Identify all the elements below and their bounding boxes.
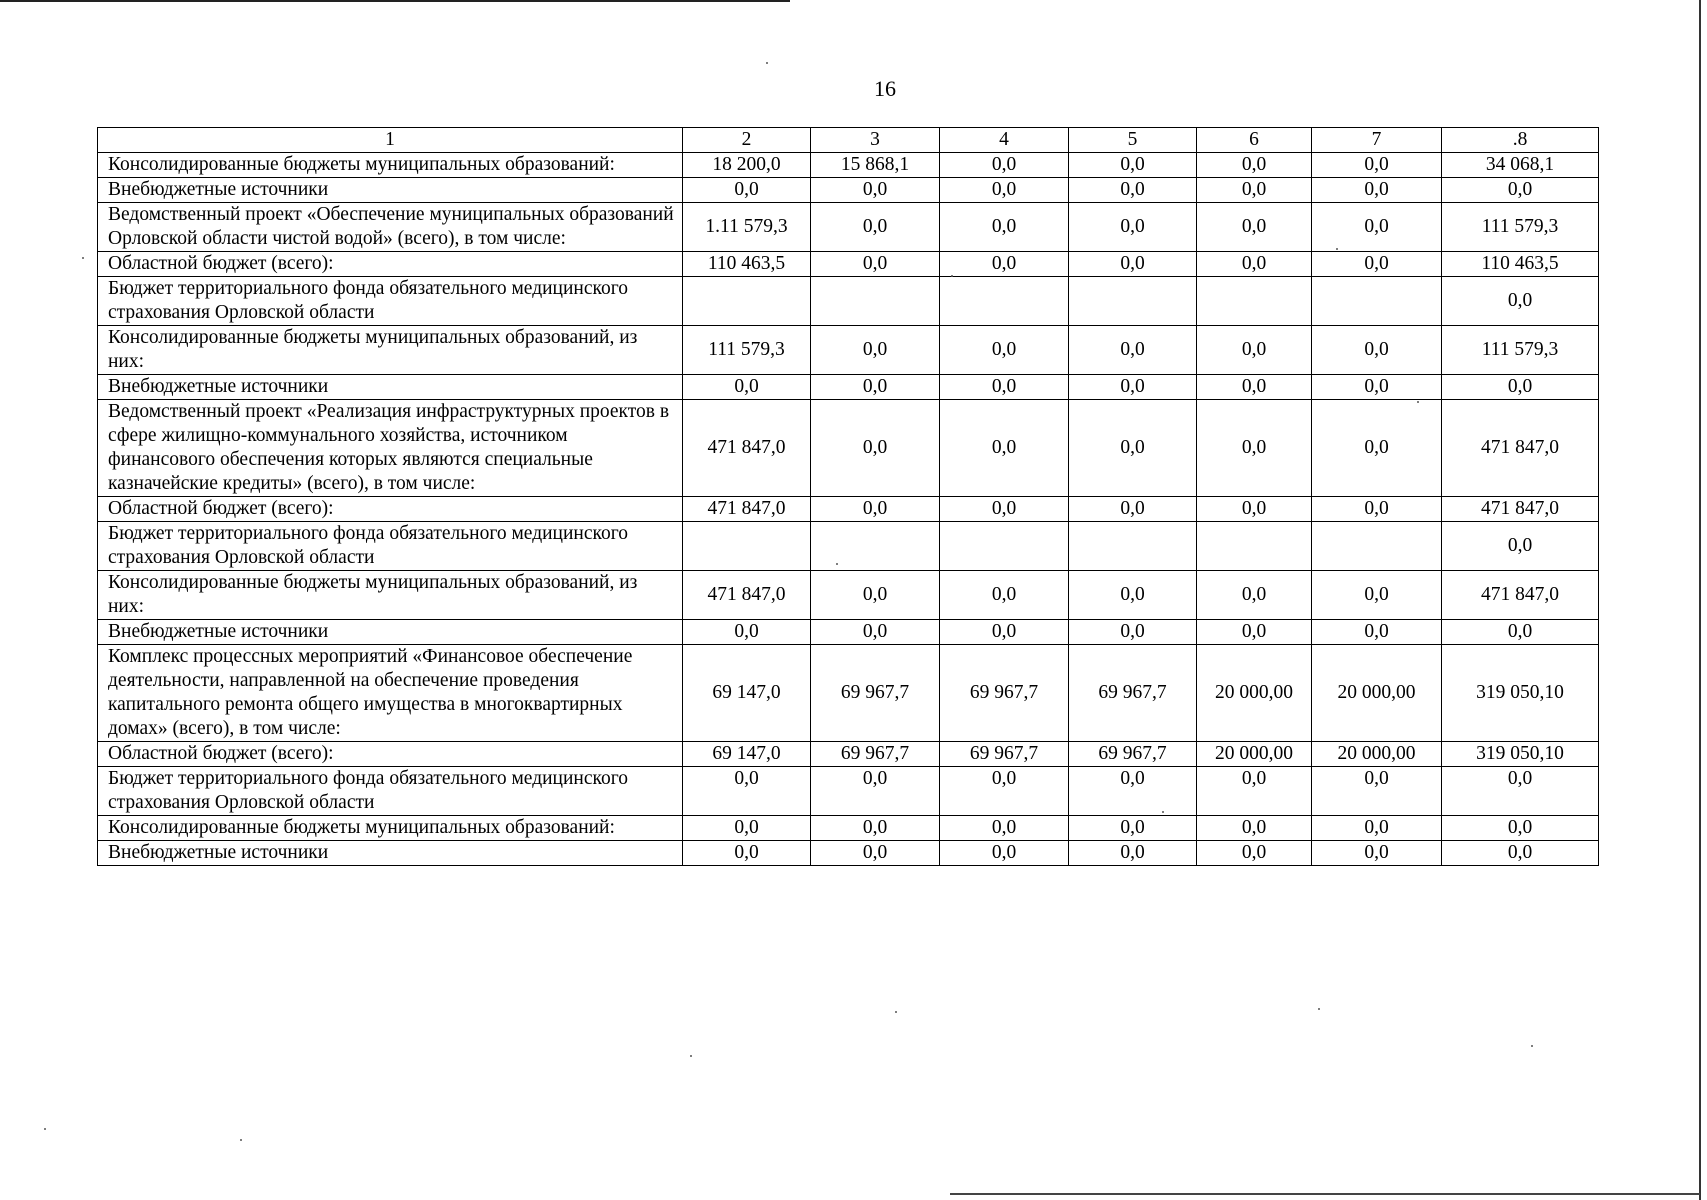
cell-col-5: 0,0 [1069,571,1197,620]
column-header-7: 7 [1312,128,1442,153]
cell-col-2: 0,0 [683,620,811,645]
table-row [98,178,1599,203]
cell-col-4: 0,0 [940,375,1069,400]
cell-col-2: 0,0 [683,841,811,866]
cell-col-8: 0,0 [1442,375,1599,400]
table-row [98,400,1599,497]
cell-col-2 [683,522,811,571]
row-label: Бюджет территориального фонда обязательного медицинского страхования Орловской области [98,277,683,326]
table-row [98,571,1599,620]
cell-col-7: 0,0 [1312,375,1442,400]
scan-speck [1318,1008,1320,1010]
cell-col-7: 0,0 [1312,203,1442,252]
cell-col-8: 0,0 [1442,178,1599,203]
cell-col-8: 471 847,0 [1442,571,1599,620]
cell-col-3: 0,0 [811,497,940,522]
cell-col-3 [811,522,940,571]
cell-col-6: 0,0 [1197,767,1312,816]
cell-col-7: 20 000,00 [1312,645,1442,742]
cell-col-8: 471 847,0 [1442,400,1599,497]
cell-col-5: 0,0 [1069,767,1197,816]
table-row [98,375,1599,400]
scan-edge-top [0,0,790,2]
cell-col-3: 0,0 [811,375,940,400]
row-label: Консолидированные бюджеты муниципальных образований: [98,153,683,178]
scan-speck [44,1128,46,1130]
scan-speck [240,1139,242,1141]
table-row [98,203,1599,252]
table-row [98,767,1599,816]
cell-col-4: 0,0 [940,620,1069,645]
cell-col-2: 69 147,0 [683,645,811,742]
cell-col-7: 0,0 [1312,153,1442,178]
row-label: Областной бюджет (всего): [98,252,683,277]
cell-col-8: 319 050,10 [1442,645,1599,742]
column-header-6: 6 [1197,128,1312,153]
cell-col-7: 0,0 [1312,767,1442,816]
column-header-1: 1 [98,128,683,153]
table-row [98,277,1599,326]
cell-col-3: 69 967,7 [811,742,940,767]
cell-col-8: 34 068,1 [1442,153,1599,178]
scan-speck [82,257,84,259]
cell-col-2 [683,277,811,326]
cell-col-4: 0,0 [940,497,1069,522]
scan-speck [951,275,953,277]
page-number: 16 [874,76,896,101]
scan-speck [766,62,768,64]
cell-col-5: 0,0 [1069,178,1197,203]
scan-edge-bottom [950,1193,1700,1195]
cell-col-2: 471 847,0 [683,400,811,497]
row-label: Бюджет территориального фонда обязательного медицинского страхования Орловской области [98,522,683,571]
table-row [98,816,1599,841]
cell-col-2: 18 200,0 [683,153,811,178]
cell-col-5 [1069,522,1197,571]
cell-col-4 [940,522,1069,571]
cell-col-3: 0,0 [811,178,940,203]
cell-col-7: 20 000,00 [1312,742,1442,767]
cell-col-3: 69 967,7 [811,645,940,742]
cell-col-5: 0,0 [1069,326,1197,375]
row-label: Областной бюджет (всего): [98,497,683,522]
cell-col-4 [940,277,1069,326]
table-row [98,153,1599,178]
cell-col-6: 0,0 [1197,841,1312,866]
row-label: Областной бюджет (всего): [98,742,683,767]
row-label: Внебюджетные источники [98,620,683,645]
cell-col-6: 0,0 [1197,326,1312,375]
scan-speck [1162,811,1164,813]
cell-col-2: 1.11 579,3 [683,203,811,252]
cell-col-7 [1312,277,1442,326]
table-row [98,252,1599,277]
cell-col-6: 0,0 [1197,400,1312,497]
cell-col-6: 0,0 [1197,497,1312,522]
cell-col-6: 20 000,00 [1197,742,1312,767]
cell-col-3: 0,0 [811,841,940,866]
cell-col-3: 0,0 [811,326,940,375]
row-label: Консолидированные бюджеты муниципальных образований, из них: [98,571,683,620]
cell-col-7: 0,0 [1312,816,1442,841]
cell-col-5: 69 967,7 [1069,742,1197,767]
cell-col-8: 111 579,3 [1442,326,1599,375]
cell-col-2: 110 463,5 [683,252,811,277]
row-label: Бюджет территориального фонда обязательного медицинского страхования Орловской области [98,767,683,816]
cell-col-8: 0,0 [1442,816,1599,841]
table-row [98,841,1599,866]
cell-col-8: 0,0 [1442,767,1599,816]
row-label: Ведомственный проект «Реализация инфраструктурных проектов в сфере жилищно-коммунального хозяйства, источником финансового обеспечения которых являются специальные казначейские кредиты» (всего), в том числе: [98,400,683,497]
cell-col-2: 0,0 [683,375,811,400]
cell-col-8: 319 050,10 [1442,742,1599,767]
cell-col-5: 0,0 [1069,203,1197,252]
cell-col-7: 0,0 [1312,326,1442,375]
row-label: Ведомственный проект «Обеспечение муниципальных образований Орловской области чистой водой» (всего), в том числе: [98,203,683,252]
cell-col-6: 0,0 [1197,375,1312,400]
cell-col-4: 0,0 [940,767,1069,816]
scan-speck [895,1011,897,1013]
cell-col-4: 0,0 [940,571,1069,620]
cell-col-4: 0,0 [940,841,1069,866]
cell-col-6: 0,0 [1197,153,1312,178]
cell-col-3: 0,0 [811,767,940,816]
cell-col-6: 0,0 [1197,252,1312,277]
table-row [98,326,1599,375]
cell-col-4: 0,0 [940,203,1069,252]
cell-col-7: 0,0 [1312,571,1442,620]
cell-col-6: 0,0 [1197,620,1312,645]
cell-col-5: 0,0 [1069,375,1197,400]
column-header-2: 2 [683,128,811,153]
table-body [98,153,1599,866]
cell-col-5: 0,0 [1069,497,1197,522]
cell-col-8: 471 847,0 [1442,497,1599,522]
cell-col-7: 0,0 [1312,178,1442,203]
cell-col-5: 0,0 [1069,153,1197,178]
scan-speck [690,1055,692,1057]
cell-col-8: 111 579,3 [1442,203,1599,252]
column-header-3: 3 [811,128,940,153]
cell-col-8: 0,0 [1442,841,1599,866]
cell-col-5: 0,0 [1069,252,1197,277]
cell-col-3: 0,0 [811,400,940,497]
cell-col-7: 0,0 [1312,497,1442,522]
row-label: Внебюджетные источники [98,178,683,203]
cell-col-3: 15 868,1 [811,153,940,178]
cell-col-3: 0,0 [811,252,940,277]
budget-table [97,127,1599,866]
cell-col-8: 110 463,5 [1442,252,1599,277]
cell-col-6: 20 000,00 [1197,645,1312,742]
scan-edge-right [1699,0,1701,1200]
cell-col-4: 0,0 [940,178,1069,203]
row-label: Консолидированные бюджеты муниципальных образований: [98,816,683,841]
cell-col-5: 69 967,7 [1069,645,1197,742]
cell-col-7: 0,0 [1312,400,1442,497]
cell-col-5 [1069,277,1197,326]
cell-col-2: 111 579,3 [683,326,811,375]
cell-col-7: 0,0 [1312,841,1442,866]
column-header-8: .8 [1442,128,1599,153]
cell-col-6 [1197,522,1312,571]
cell-col-7: 0,0 [1312,620,1442,645]
cell-col-8: 0,0 [1442,277,1599,326]
cell-col-2: 471 847,0 [683,571,811,620]
cell-col-8: 0,0 [1442,620,1599,645]
cell-col-4: 0,0 [940,400,1069,497]
cell-col-3: 0,0 [811,203,940,252]
cell-col-4: 0,0 [940,816,1069,841]
cell-col-2: 0,0 [683,767,811,816]
scan-speck [836,563,838,565]
scan-speck [1531,1045,1533,1047]
cell-col-4: 69 967,7 [940,645,1069,742]
column-header-4: 4 [940,128,1069,153]
cell-col-4: 0,0 [940,326,1069,375]
row-label: Консолидированные бюджеты муниципальных образований, из них: [98,326,683,375]
cell-col-7: 0,0 [1312,252,1442,277]
table-header [98,128,1599,153]
cell-col-5: 0,0 [1069,841,1197,866]
cell-col-5: 0,0 [1069,400,1197,497]
cell-col-8: 0,0 [1442,522,1599,571]
cell-col-2: 0,0 [683,816,811,841]
row-label: Внебюджетные источники [98,375,683,400]
row-label: Комплекс процессных мероприятий «Финансовое обеспечение деятельности, направленной на обеспечение проведения капитального ремонта общего имущества в многоквартирных домах» (всего), в том числе: [98,645,683,742]
cell-col-3 [811,277,940,326]
row-label: Внебюджетные источники [98,841,683,866]
scan-speck [1336,248,1338,250]
table-row [98,497,1599,522]
cell-col-3: 0,0 [811,571,940,620]
cell-col-3: 0,0 [811,816,940,841]
cell-col-4: 69 967,7 [940,742,1069,767]
cell-col-6: 0,0 [1197,571,1312,620]
cell-col-2: 69 147,0 [683,742,811,767]
column-header-5: 5 [1069,128,1197,153]
header-row [98,128,1599,153]
cell-col-5: 0,0 [1069,816,1197,841]
table-row [98,742,1599,767]
cell-col-2: 471 847,0 [683,497,811,522]
cell-col-4: 0,0 [940,153,1069,178]
cell-col-6: 0,0 [1197,816,1312,841]
cell-col-6 [1197,277,1312,326]
cell-col-5: 0,0 [1069,620,1197,645]
scan-speck [1417,401,1419,403]
cell-col-7 [1312,522,1442,571]
table-row [98,620,1599,645]
table-row [98,522,1599,571]
table-row [98,645,1599,742]
cell-col-3: 0,0 [811,620,940,645]
cell-col-6: 0,0 [1197,178,1312,203]
cell-col-2: 0,0 [683,178,811,203]
cell-col-4: 0,0 [940,252,1069,277]
cell-col-6: 0,0 [1197,203,1312,252]
